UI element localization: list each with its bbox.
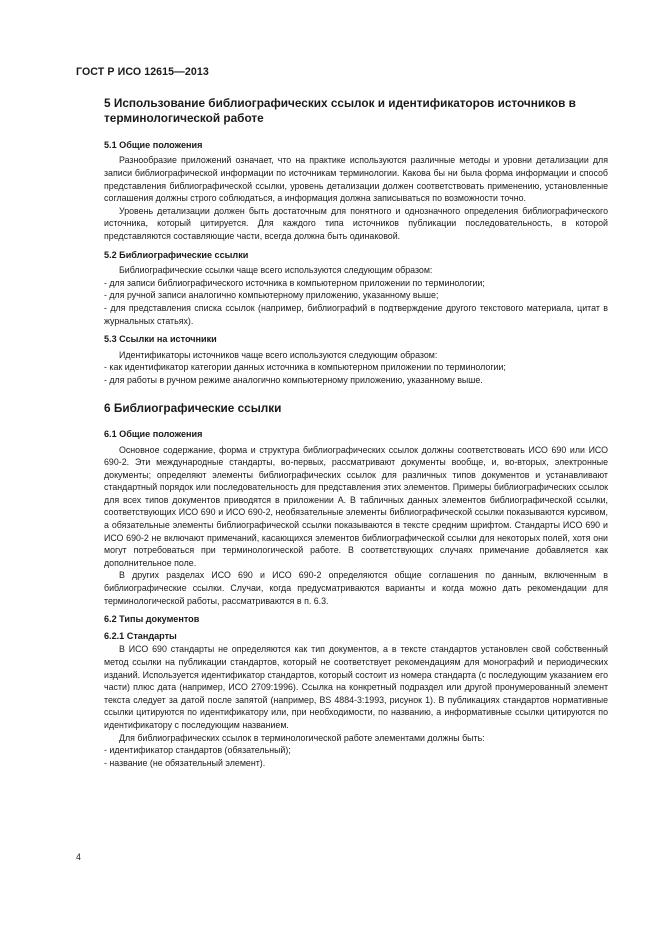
section-5-title: 5 Использование библиографических ссылок и идентификаторов источников в терминологической работе bbox=[104, 96, 576, 126]
subsection-6-2-title: 6.2 Типы документов bbox=[104, 614, 200, 625]
list-item: - идентификатор стандартов (обязательный); bbox=[104, 745, 291, 756]
list-item: - для представления списка ссылок (например, библиографий в подтверждение другого текстового материала, цитат в журнальных статьях). bbox=[104, 302, 608, 326]
list-item: - название (не обязательный элемент). bbox=[104, 757, 266, 768]
list-item: - как идентификатор категории данных источника в компьютерном приложении по терминологии; bbox=[104, 362, 506, 373]
paragraph: Разнообразие приложений означает, что на практике используются различные методы и уровни детализации для записи библиографической информации по источникам терминологии. Какова бы ни была форма информации и способ представления библиографической ссылки, уровень детализации должен соответствовать применению, установленные соглашения должны строго соблюдаться, а информация должна записываться по возможности точно. bbox=[104, 155, 608, 204]
page-content bbox=[104, 96, 608, 769]
subsection-5-1-title: 5.1 Общие положения bbox=[104, 139, 203, 150]
paragraph: В ИСО 690 стандарты не определяются как тип документов, а в тексте стандартов установлен свой собственный метод ссылки на публикации стандартов, который не соответствует рекомендациям для монографий и периодических изданий. Используется идентификатор стандартов, который состоит из номера стандарта (с последующим указанием его части) плюс дата (например, ИСО 2709:1996). Ссылка на конкретный подраздел или другой пронумерованный элемент текста следует за датой после запятой (например, BS 4884-3:1993, рисунок 1). В публикациях стандартов нормативные ссылки цитируются по идентификатору или, при необходимости, по названию, а информативные ссылки цитируются по идентификатору с последующим названием. bbox=[104, 644, 608, 730]
section-6-title: 6 Библиографические ссылки bbox=[104, 400, 282, 415]
list-item: - для ручной записи аналогично компьютерному приложению, указанному выше; bbox=[104, 290, 439, 301]
paragraph: Библиографические ссылки чаще всего используются следующим образом: bbox=[119, 265, 433, 276]
page-number: 4 bbox=[76, 852, 81, 862]
subsection-6-1-title: 6.1 Общие положения bbox=[104, 428, 203, 439]
list-item: - для работы в ручном режиме аналогично компьютерному приложению, указанному выше. bbox=[104, 374, 483, 385]
paragraph: В других разделах ИСО 690 и ИСО 690-2 определяются общие соглашения по данным, включенным в библиографические ссылки. Случаи, когда предусматриваются варианты и когда можно дать рекомендации для терминологической работы, рассматриваются в п. 6.3. bbox=[104, 570, 608, 606]
paragraph: Идентификаторы источников чаще всего используются следующим образом: bbox=[119, 349, 438, 360]
paragraph: Уровень детализации должен быть достаточным для понятного и однозначного определения библиографического источника, который цитируется. Для каждого типа источников публикации последовательность, в которой представляются составляющие части, всегда должна быть одинаковой. bbox=[104, 205, 608, 241]
subsection-6-2-1-title: 6.2.1 Стандарты bbox=[104, 630, 177, 641]
paragraph: Для библиографических ссылок в терминологической работе элементами должны быть: bbox=[119, 732, 485, 743]
paragraph: Основное содержание, форма и структура библиографических ссылок должны соответствовать ИСО 690 или ИСО 690-2. Эти международные стандарты, во-первых, рассматривают документы вообще, и, во-вторых, электронные документы; определяют элементы библиографических ссылок для различных типов документов и устанавливают стандартный порядок или последовательность для представления этих элементов. Примеры библиографических ссылок для всех типов документов приводятся в приложении А. В табличных данных элементов библиографической ссылки, соответствующих ИСО 690 и ИСО 690-2, необязательные элементы библиографической ссылки показываются курсивом, а обязательные элементы библиографической ссылки показываются в тексте средним шрифтом. Стандарты ИСО 690 и ИСО 690-2 не включают примечаний, касающихся элементов библиографической ссылки для некоторых полей, хотя они могут потребоваться при терминологической работе. В соответствующих случаях примечание добавляется как дополнительное поле. bbox=[104, 444, 608, 568]
subsection-5-3-title: 5.3 Ссылки на источники bbox=[104, 334, 217, 345]
subsection-5-2-title: 5.2 Библиографические ссылки bbox=[104, 249, 249, 260]
document-code-header: ГОСТ Р ИСО 12615—2013 bbox=[76, 66, 209, 78]
list-item: - для записи библиографического источника в компьютерном приложении по терминологии; bbox=[104, 277, 485, 288]
